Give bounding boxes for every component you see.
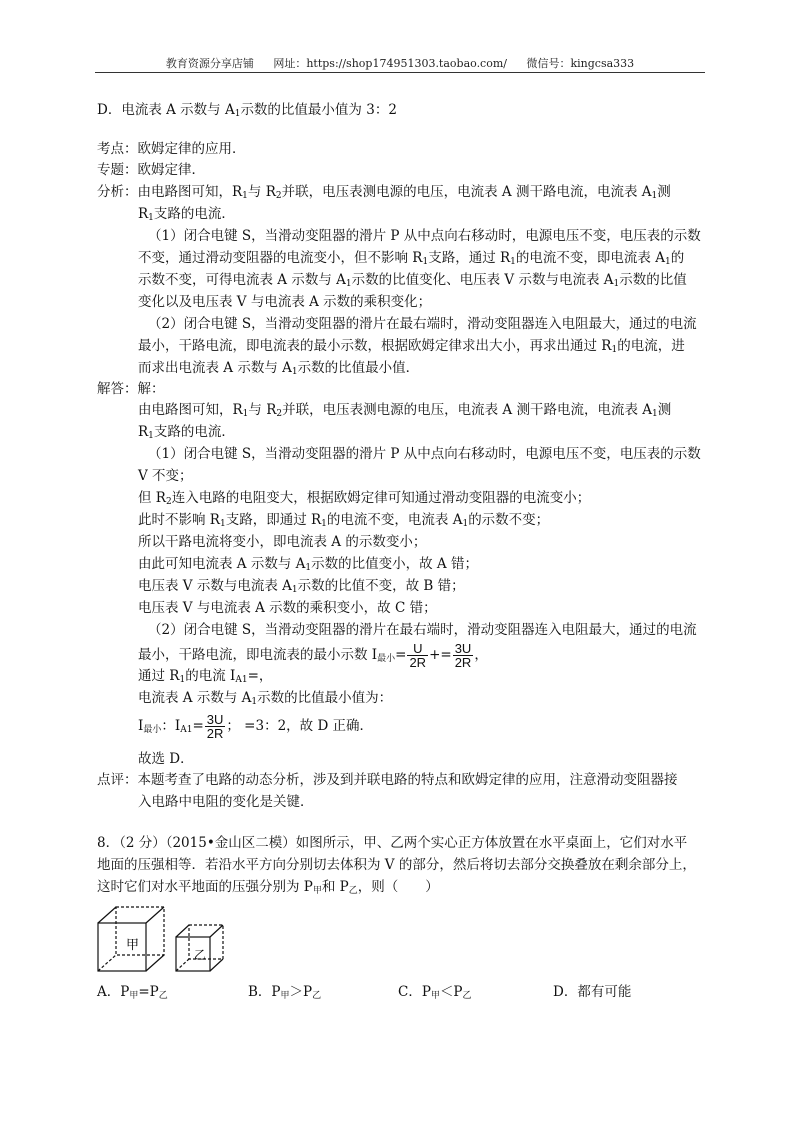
- zhuanti: 专题：欧姆定律．: [97, 162, 205, 178]
- header-url: 网址：https://shop174951303.taobao.com/: [273, 57, 507, 70]
- header-shop: 教育资源分享店铺: [165, 57, 254, 70]
- page-header: [95, 55, 705, 71]
- cubes-figure: [96, 905, 256, 975]
- min-current-line: 最小，干路电流，即电流表的最小示数 $I_{最小}=$ $\frac{U}{2R}$ += $\frac{3U}{2R}$ ，: [138, 641, 488, 670]
- option-d[interactable]: D．都有可能: [553, 984, 632, 1000]
- header-divider: [95, 72, 705, 73]
- ratio-line: $I_{最小}$：$I_{A1}=$ $\frac{3U}{2R}$ ； =3：2，故 D 正确．: [138, 712, 374, 741]
- option-b[interactable]: B．$P_甲>P_乙$: [248, 984, 322, 1001]
- fraction-3u-2r-b: $\frac{3U}{2R}$: [206, 712, 224, 741]
- header-wechat: 微信号：kingcsa333: [526, 57, 635, 70]
- fraction-3u-2r: $\frac{3U}{2R}$: [454, 641, 472, 670]
- kaodian: 考点：欧姆定律的应用．: [97, 141, 246, 157]
- cube-jia-label: 甲: [126, 938, 140, 953]
- option-c[interactable]: C．$P_甲<P_乙$: [398, 984, 472, 1001]
- option-a[interactable]: A．$P_甲=P_乙$: [97, 984, 168, 1001]
- fraction-u-2r: $\frac{U}{2R}$: [409, 641, 427, 670]
- prev-option-d: D．电流表 A 示数与 $A_1$示数的比值最小值为 3：2: [97, 102, 397, 119]
- cube-yi-label: 乙: [194, 948, 207, 962]
